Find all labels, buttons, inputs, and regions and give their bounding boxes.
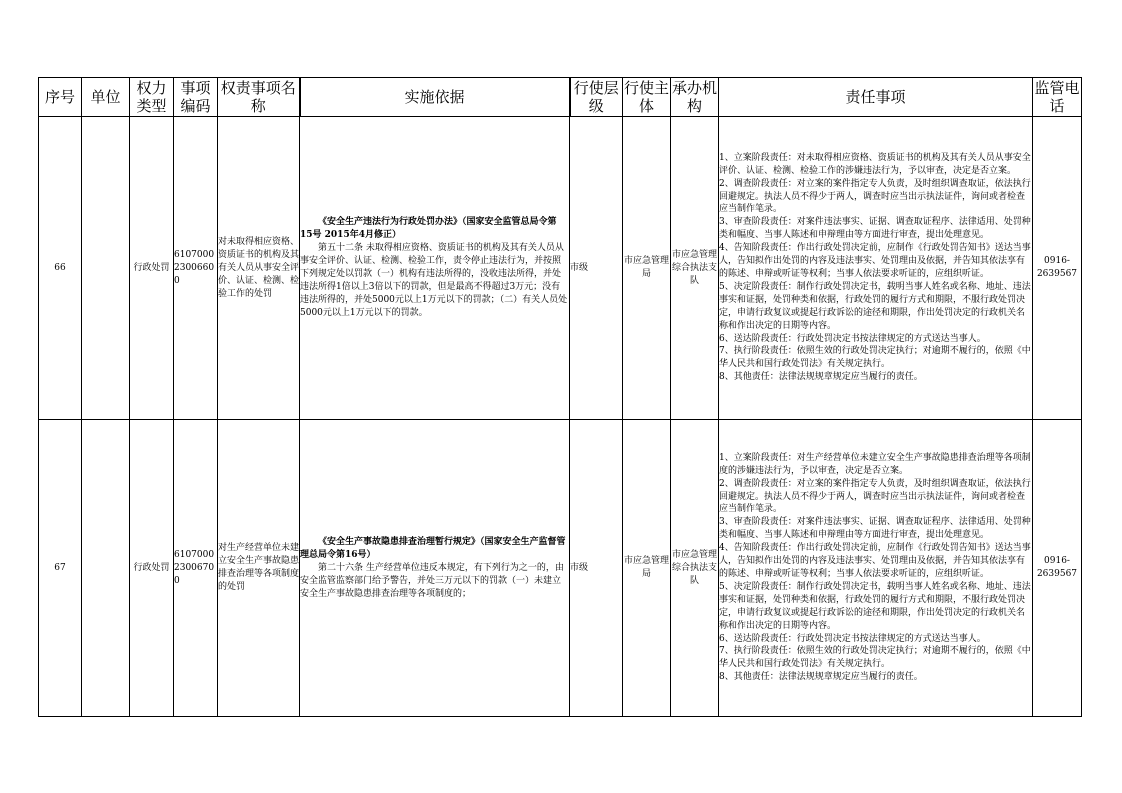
basis-body: 第二十六条 生产经营单位违反本规定，有下列行为之一的，由安全监管监察部门给予警告，并处三万元以下的罚款（一）未建立安全生产事故隐患排查治理等各项制度的； [300, 562, 564, 599]
cell-agency: 市应急管理综合执法支队 [671, 117, 719, 420]
cell-item-name: 对生产经营单位未建立安全生产事故隐患排查治理等各项制度的处罚 [218, 420, 300, 717]
responsibility-item: 6、送达阶段责任：行政处罚决定书按法律规定的方式送达当事人。 [719, 333, 986, 344]
header-item-name: 权责事项名称 [218, 78, 300, 117]
header-phone: 监管电话 [1034, 79, 1080, 115]
header-item-code: 事项编码 [174, 78, 218, 117]
header-responsibility: 责任事项 [719, 78, 1033, 117]
responsibility-item: 7、执行阶段责任：依照生效的行政处罚决定执行；对逾期不履行的，依照《中华人民共和国行政处罚法》有关规定执行。 [719, 346, 1031, 370]
responsibility-item: 8、其他责任：法律法规规章规定应当履行的责任。 [719, 372, 923, 383]
cell-basis [300, 117, 570, 420]
responsibility-item: 2、调查阶段责任：对立案的案件指定专人负责，及时组织调查取证，依法执行回避规定。执法人员不得少于两人，调查时应当出示执法证件，询问或者检查应当制作笔录。 [719, 478, 1031, 515]
basis-body: 第五十二条 未取得相应资格、资质证书的机构及其有关人员从事安全评价、认证、检测、检验工作，责令停止违法行为，并按照下列规定处以罚款（一）机构有违法所得的，没收违法所得，并处违法所得1倍以上3倍以下的罚款，但是最高不得超过3万元；没有违法所得的，并处5000元以上1万元以下的罚款；（二）有关人员处5000元以上1万元以下的罚款。 [300, 243, 568, 318]
header-unit: 单位 [82, 78, 130, 117]
basis-title: 《安全生产违法行为行政处罚办法》（国家安全监管总局令第15号 2015年4月修正） [300, 217, 557, 240]
responsibility-item: 4、告知阶段责任：作出行政处罚决定前，应制作《行政处罚告知书》送达当事人，告知拟作出处罚的内容及违法事实、处罚理由及依据，并告知其依法享有的陈述、申辩或听证等权利；当事人依法要求听证的，应组织听证。 [719, 543, 1031, 579]
responsibility-item: 3、审查阶段责任：对案件违法事实、证据、调查取证程序、法律适用、处罚种类和幅度、当事人陈述和申辩理由等方面进行审查，提出处理意见。 [719, 517, 1031, 541]
responsibility-item: 5、决定阶段责任：制作行政处罚决定书，载明当事人姓名或名称、地址、违法事实和证据，处罚种类和依据，行政处罚的履行方式和期限，不服行政处罚决定，申请行政复议或提起行政诉讼的途径和期限，作出处罚决定的行政机关名称和作出决定的日期等内容。 [719, 581, 1031, 631]
cell-level: 市级 [570, 420, 623, 717]
cell-level: 市级 [570, 117, 623, 420]
responsibility-item: 4、告知阶段责任：作出行政处罚决定前，应制作《行政处罚告知书》送达当事人，告知拟作出处罚的内容及违法事实、处罚理由及依据，并告知其依法享有的陈述、申辩或听证等权利；当事人依法要求听证的，应组织听证。 [719, 243, 1031, 279]
header-subject: 行使主体 [623, 79, 669, 115]
cell-power-type: 行政处罚 [130, 420, 174, 717]
header-power-type: 权力类型 [130, 78, 174, 117]
responsibility-item: 8、其他责任：法律法规规章规定应当履行的责任。 [719, 672, 923, 683]
cell-agency: 市应急管理综合执法支队 [671, 420, 719, 717]
cell-responsibility [719, 117, 1033, 420]
cell-subject: 市应急管理局 [623, 117, 671, 420]
header-seq: 序号 [39, 78, 82, 117]
header-level: 行使层级 [570, 78, 623, 117]
cell-unit [82, 117, 130, 420]
cell-phone: 0916-2639567 [1033, 420, 1082, 717]
header-row [39, 78, 1082, 117]
basis-title: 《安全生产事故隐患排查治理暂行规定》（国家安全生产监督管理总局令第16号） [300, 536, 566, 560]
header-basis: 实施依据 [300, 78, 570, 117]
responsibility-item: 1、立案阶段责任：对未取得相应资格、资质证书的机构及其有关人员从事安全评价、认证、检测、检验工作的涉嫌违法行为，予以审查，决定是否立案。 [719, 152, 1031, 176]
cell-subject: 市应急管理局 [623, 420, 671, 717]
cell-basis [300, 420, 570, 717]
responsibility-item: 6、送达阶段责任：行政处罚决定书按法律规定的方式送达当事人。 [719, 633, 986, 644]
cell-seq: 67 [39, 420, 82, 717]
cell-item-name: 对未取得相应资格、资质证书的机构及其有关人员从事安全评价、认证、检测、检验工作的处罚 [218, 117, 300, 420]
table-row [39, 117, 1082, 420]
responsibility-item: 2、调查阶段责任：对立案的案件指定专人负责，及时组织调查取证，依法执行回避规定。执法人员不得少于两人，调查时应当出示执法证件，询问或者检查应当制作笔录。 [719, 178, 1031, 215]
header-agency: 承办机构 [671, 79, 717, 115]
responsibility-item: 1、立案阶段责任：对生产经营单位未建立安全生产事故隐患排查治理等各项制度的涉嫌违法行为，予以审查，决定是否立案。 [719, 452, 1031, 476]
power-list-table [38, 77, 1082, 717]
cell-seq: 66 [39, 117, 82, 420]
cell-phone: 0916-2639567 [1033, 117, 1082, 420]
cell-power-type: 行政处罚 [130, 117, 174, 420]
responsibility-item: 7、执行阶段责任：依照生效的行政处罚决定执行；对逾期不履行的，依照《中华人民共和国行政处罚法》有关规定执行。 [719, 646, 1031, 670]
cell-item-code: 610700023006600 [174, 117, 218, 420]
cell-unit [82, 420, 130, 717]
responsibility-item: 5、决定阶段责任：制作行政处罚决定书，载明当事人姓名或名称、地址、违法事实和证据，处罚种类和依据，行政处罚的履行方式和期限，不服行政处罚决定，申请行政复议或提起行政诉讼的途径和期限，作出处罚决定的行政机关名称和作出决定的日期等内容。 [719, 281, 1031, 331]
cell-item-code: 610700023006700 [174, 420, 218, 717]
responsibility-item: 3、审查阶段责任：对案件违法事实、证据、调查取证程序、法律适用、处罚种类和幅度、当事人陈述和申辩理由等方面进行审查，提出处理意见。 [719, 217, 1031, 241]
table-row [39, 420, 1082, 717]
cell-responsibility [719, 420, 1033, 717]
